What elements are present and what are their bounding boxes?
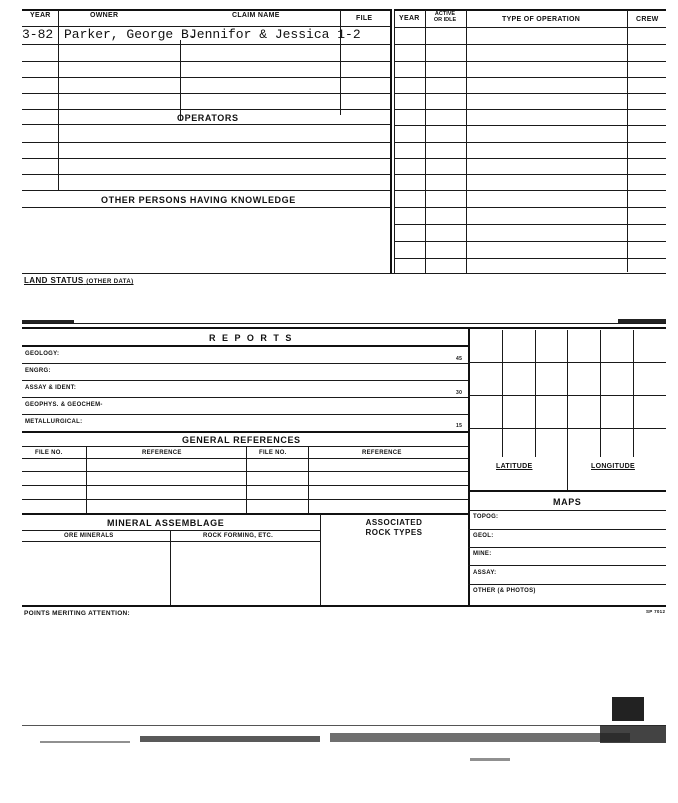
lower-section-bottom	[22, 605, 666, 607]
header-owner: OWNER	[90, 12, 119, 19]
row-line	[394, 125, 666, 126]
row-line	[22, 77, 390, 78]
grid-line	[633, 330, 634, 457]
longitude-label: LONGITUDE	[591, 463, 635, 470]
row-line	[22, 61, 390, 62]
mineral-header-rock-forming: ROCK FORMING, ETC.	[203, 533, 274, 539]
top-section-bottom	[22, 273, 666, 274]
section-reports: R E P O R T S	[209, 333, 294, 343]
maps-other: OTHER (& PHOTOS)	[473, 588, 536, 594]
row-line	[468, 565, 666, 566]
section-operators: OPERATORS	[177, 113, 239, 123]
reports-bottom	[22, 431, 468, 433]
row-line	[468, 529, 666, 530]
section-mineral-assemblage: MINERAL ASSEMBLAGE	[107, 518, 225, 528]
header-rule-right	[394, 27, 666, 28]
right-panel-divider	[468, 328, 470, 605]
scan-smudge	[330, 733, 630, 742]
row-line	[22, 142, 390, 143]
maps-rule	[468, 510, 666, 511]
reports-rule	[22, 345, 468, 347]
row-line	[394, 109, 666, 110]
refs-rule	[22, 446, 468, 447]
row-line	[394, 158, 666, 159]
center-divider	[390, 9, 392, 274]
reports-assay: ASSAY & IDENT:	[25, 385, 77, 391]
row-line	[22, 414, 468, 415]
grid-line	[567, 330, 568, 490]
grid-line	[502, 330, 503, 457]
section-land-status: LAND STATUS (OTHER DATA)	[24, 276, 134, 285]
section-associated-rock-types: ASSOCIATED ROCK TYPES	[365, 518, 423, 537]
row-line	[394, 190, 666, 191]
top-border	[22, 9, 390, 11]
maps-topog: TOPOG:	[473, 514, 499, 520]
mineral-rule	[22, 541, 320, 542]
grid-number-45: 45	[456, 356, 463, 362]
form-code: SP 7012	[646, 609, 666, 614]
refs-header-file-no-1: FILE NO.	[35, 450, 63, 456]
row-line	[22, 363, 468, 364]
section-general-references: GENERAL REFERENCES	[182, 435, 301, 445]
row-line	[394, 61, 666, 62]
row-line	[468, 547, 666, 548]
refs-header-reference-1: REFERENCE	[142, 450, 182, 456]
maps-mine: MINE:	[473, 551, 492, 557]
refs-col	[308, 446, 309, 514]
maps-assay: ASSAY:	[473, 570, 497, 576]
header-type-of-operation: TYPE OF OPERATION	[502, 16, 581, 23]
row-line	[394, 207, 666, 208]
row-line	[22, 109, 390, 110]
row-line	[22, 380, 468, 381]
mineral-col	[320, 514, 321, 605]
grid-line	[468, 395, 666, 396]
grid-line	[468, 428, 666, 429]
entry-owner: Parker, George B.	[64, 27, 197, 42]
reports-metallurgical: METALLURGICAL:	[25, 419, 83, 425]
grid-line	[468, 362, 666, 363]
points-meriting-attention: POINTS MERITING ATTENTION:	[24, 610, 131, 617]
col-divider-claim	[340, 10, 341, 115]
refs-header-reference-2: REFERENCE	[362, 450, 402, 456]
row-line	[394, 241, 666, 242]
header-year: YEAR	[30, 12, 51, 19]
grid-line	[600, 330, 601, 457]
mineral-rule	[22, 530, 320, 531]
scan-smudge	[40, 741, 130, 743]
grid-line	[535, 330, 536, 457]
row-line	[22, 397, 468, 398]
grid-number-15: 15	[456, 423, 463, 429]
row-line	[394, 174, 666, 175]
refs-header-file-no-2: FILE NO.	[259, 450, 287, 456]
row-line	[22, 124, 390, 125]
row-line	[22, 190, 390, 191]
row-line	[22, 458, 468, 459]
grid-number-30: 30	[456, 390, 463, 396]
refs-col	[86, 446, 87, 514]
reports-geology: GEOLOGY:	[25, 351, 60, 357]
maps-geol: GEOL:	[473, 533, 494, 539]
mineral-col	[170, 530, 171, 605]
row-line	[22, 485, 468, 486]
row-line	[394, 258, 666, 259]
header-file: FILE	[356, 15, 373, 22]
scan-smudge	[600, 725, 666, 743]
row-line	[22, 207, 390, 208]
latitude-label: LATITUDE	[496, 463, 533, 470]
row-line	[22, 158, 390, 159]
row-line	[394, 93, 666, 94]
header-crew: CREW	[636, 16, 659, 23]
col-divider-operation	[627, 10, 628, 272]
row-line	[394, 142, 666, 143]
row-line	[22, 174, 390, 175]
rule	[22, 323, 666, 324]
scan-dark-block	[612, 697, 644, 721]
row-line	[394, 44, 666, 45]
rule-heavy	[22, 327, 666, 329]
col-divider-owner	[180, 40, 181, 120]
entry-year: 3-82	[22, 27, 54, 42]
refs-bottom	[22, 513, 468, 515]
header-active-or-idle: ACTIVE OR IDLE	[433, 11, 457, 23]
mineral-header-ore: ORE MINERALS	[64, 533, 114, 539]
section-other-persons: OTHER PERSONS HAVING KNOWLEDGE	[101, 195, 296, 205]
grid-bottom	[468, 490, 666, 492]
reports-geophys: GEOPHYS. & GEOCHEM-	[25, 402, 103, 408]
row-line	[22, 44, 390, 45]
row-line	[22, 93, 390, 94]
reports-engrg: ENGRG:	[25, 368, 51, 374]
row-line	[394, 224, 666, 225]
header-claim-name: CLAIM NAME	[232, 12, 280, 19]
section-maps: MAPS	[553, 497, 582, 507]
row-line	[22, 471, 468, 472]
header-right-year: YEAR	[399, 15, 420, 22]
row-line	[22, 499, 468, 500]
row-line	[468, 584, 666, 585]
refs-col	[246, 446, 247, 514]
entry-claim-name: Jennifor & Jessica 1-2	[189, 27, 361, 42]
row-line	[394, 77, 666, 78]
scan-edge	[22, 725, 666, 726]
scan-smudge	[140, 736, 320, 742]
col-divider-year	[58, 10, 59, 190]
scan-smudge	[470, 758, 510, 761]
